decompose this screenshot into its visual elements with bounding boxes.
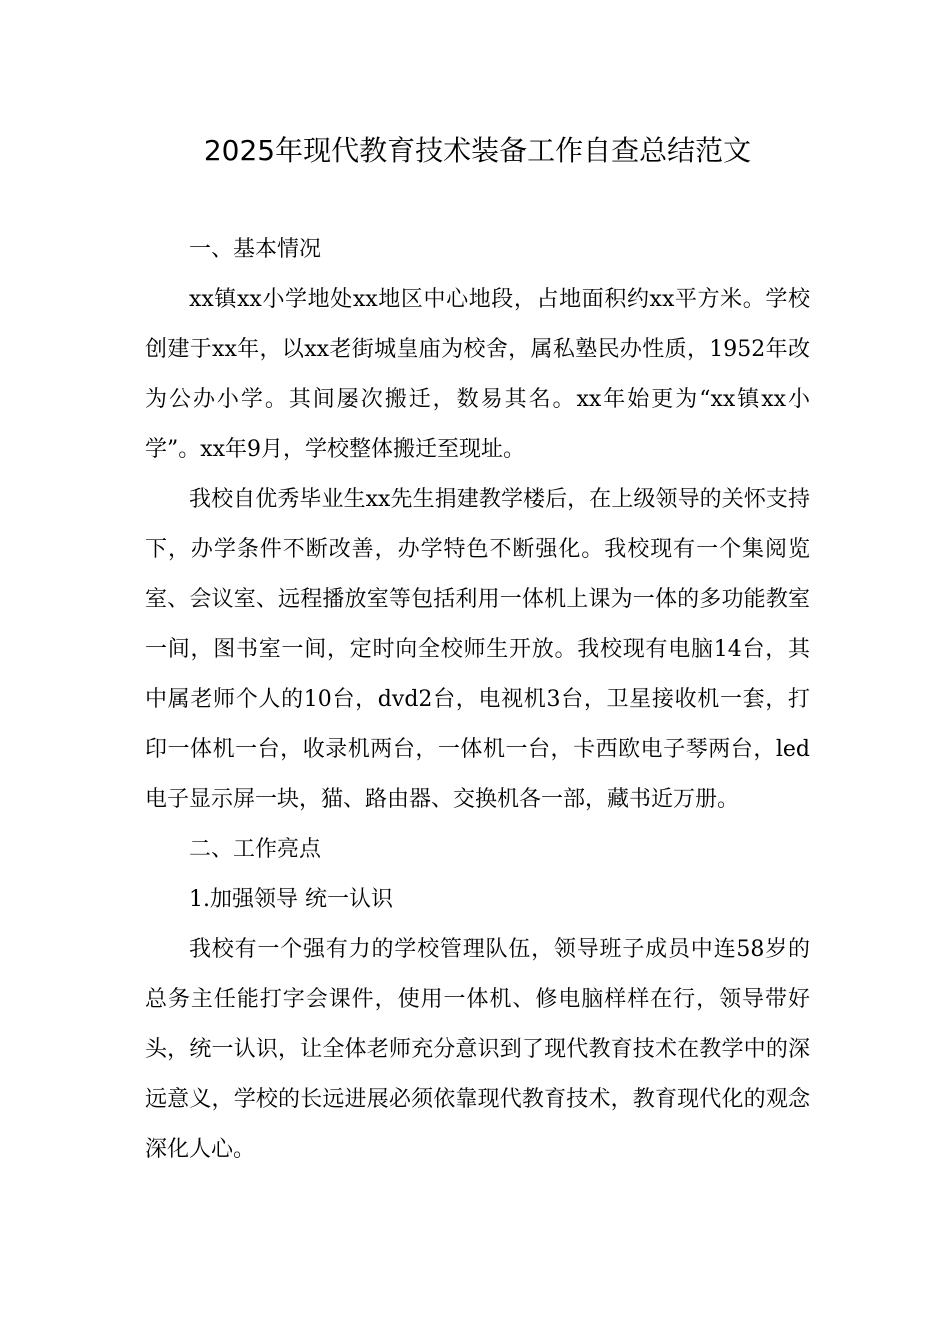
paragraph-leadership: 我校有一个强有力的学校管理队伍，领导班子成员中连58岁的总务主任能打字会课件，使用一体机、修电脑样样在行，领导带好头，统一认识，让全体老师充分意识到了现代教育技术在教学中的深远意义，学校的长远进展必须依靠现代教育技术，教育现代化的观念深化人心。 [145,937,810,1162]
paragraph-school-history: xx镇xx小学地处xx地区中心地段，占地面积约xx平方米。学校创建于xx年，以xx老街城皇庙为校舍，属私塾民办性质，1952年改为公办小学。其间屡次搬迁，数易其名。xx年始更为“xx镇xx小学”。xx年9月，学校整体搬迁至现址。 [145,287,810,462]
document-title: 2025年现代教育技术装备工作自查总结范文 [203,134,752,167]
subheading-leadership: 1.加强领导 统一认识 [189,887,393,912]
paragraph-school-equipment: 我校自优秀毕业生xx先生捐建教学楼后，在上级领导的关怀支持下，办学条件不断改善，办学特色不断强化。我校现有一个集阅览室、会议室、远程播放室等包括利用一体机上课为一体的多功能教室一间，图书室一间，定时向全校师生开放。我校现有电脑14台，其中属老师个人的10台，dvd2台，电视机3台，卫星接收机一套，打印一体机一台，收录机两台，一体机一台，卡西欧电子琴两台，led电子显示屏一块，猫、路由器、交换机各一部，藏书近万册。 [145,487,810,812]
section-heading-highlights: 二、工作亮点 [189,837,322,862]
section-heading-basic-info: 一、基本情况 [189,237,322,262]
document-body [145,225,810,1175]
